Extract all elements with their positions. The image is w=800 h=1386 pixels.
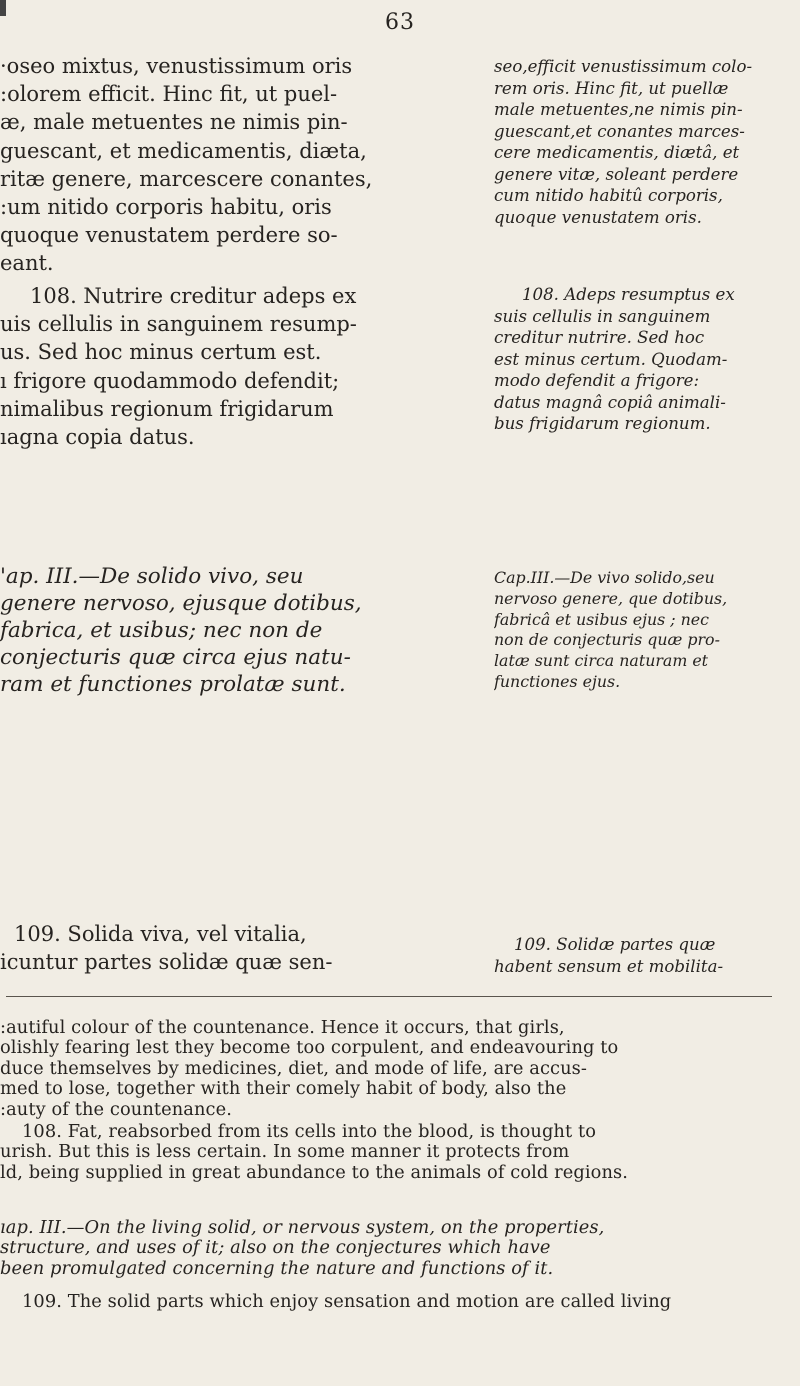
text-line: quoque venustatem perdere so- bbox=[0, 223, 338, 248]
text-line: fabricâ et usibus ejus ; nec bbox=[494, 609, 709, 629]
text-line: modo defendit a frigore: bbox=[494, 371, 700, 390]
english-paragraph-1 bbox=[0, 1018, 786, 1120]
text-line: bus frigidarum regionum. bbox=[494, 414, 711, 433]
english-paragraph-109 bbox=[0, 1292, 786, 1312]
text-line: Cap.III.—De vivo solido,seu bbox=[494, 568, 715, 587]
latin-right-paragraph-109 bbox=[494, 934, 800, 977]
text-line: ld, being supplied in great abundance to the animals of cold regions. bbox=[0, 1162, 628, 1183]
text-line: rem oris. Hinc fit, ut puellæ bbox=[494, 78, 729, 98]
text-line: suis cellulis in sanguinem bbox=[494, 306, 711, 326]
text-line: 109. Solida viva, vel vitalia, bbox=[14, 922, 307, 946]
text-line: 'ap. III.—De solido vivo, seu bbox=[0, 564, 304, 589]
latin-left-paragraph-109 bbox=[0, 920, 468, 976]
divider-rule bbox=[6, 996, 772, 997]
text-line: nervoso genere, que dotibus, bbox=[494, 588, 728, 608]
text-line: functiones ejus. bbox=[494, 671, 621, 691]
text-line: ıagna copia datus. bbox=[0, 425, 195, 450]
text-line: us. Sed hoc minus certum est. bbox=[0, 340, 322, 365]
text-line: 108. Adeps resumptus ex bbox=[522, 285, 735, 304]
text-line: 109. The solid parts which enjoy sensation and motion are called living bbox=[22, 1292, 672, 1312]
latin-right-paragraph-1 bbox=[494, 56, 800, 228]
text-line: latæ sunt circa naturam et bbox=[494, 651, 709, 671]
text-line: urish. But this is less certain. In some manner it protects from bbox=[0, 1142, 570, 1163]
latin-right-chapter-heading bbox=[494, 568, 800, 693]
text-line: olishly fearing lest they become too corpulent, and endeavouring to bbox=[0, 1038, 619, 1059]
text-line: :autiful colour of the countenance. Hence it occurs, that girls, bbox=[0, 1018, 565, 1038]
text-line: 109. Solidæ partes quæ bbox=[514, 935, 716, 954]
text-line: :olorem efficit. Hinc fit, ut puel- bbox=[0, 82, 338, 107]
text-line: icuntur partes solidæ quæ sen- bbox=[0, 950, 333, 975]
text-line: cere medicamentis, diætâ, et bbox=[494, 143, 740, 162]
latin-right-paragraph-108 bbox=[494, 284, 800, 435]
page-number: 63 bbox=[385, 10, 415, 35]
text-line: duce themselves by medicines, diet, and mode of life, are accus- bbox=[0, 1058, 587, 1079]
text-line: 108. Fat, reabsorbed from its cells into the blood, is thought to bbox=[22, 1122, 597, 1142]
text-line: uis cellulis in sanguinem resump- bbox=[0, 312, 357, 337]
text-line: conjecturis quæ circa ejus natu- bbox=[0, 645, 351, 670]
text-line: ram et functiones prolatæ sunt. bbox=[0, 672, 346, 697]
text-line: non de conjecturis quæ pro- bbox=[494, 630, 720, 650]
text-line: ·oseo mixtus, venustissimum oris bbox=[0, 54, 353, 78]
text-line: seo,efficit venustissimum colo- bbox=[494, 57, 753, 76]
text-line: æ, male metuentes ne nimis pin- bbox=[0, 110, 348, 135]
text-line: :um nitido corporis habitu, oris bbox=[0, 195, 332, 220]
text-line: been promulgated concerning the nature and functions of it. bbox=[0, 1258, 554, 1279]
text-line: male metuentes,ne nimis pin- bbox=[494, 100, 743, 119]
text-line: est minus certum. Quodam- bbox=[494, 349, 728, 369]
text-line: ritæ genere, marcescere conantes, bbox=[0, 166, 373, 191]
corner-mark bbox=[0, 0, 6, 16]
latin-left-chapter-heading bbox=[0, 563, 468, 698]
text-line: guescant,et conantes marces- bbox=[494, 121, 745, 141]
text-line: fabrica, et usibus; nec non de bbox=[0, 618, 323, 643]
text-line: creditur nutrire. Sed hoc bbox=[494, 328, 705, 347]
text-line: ı frigore quodammodo defendit; bbox=[0, 368, 340, 393]
text-line: 108. Nutrire creditur adeps ex bbox=[30, 284, 357, 308]
text-line: ıap. III.—On the living solid, or nervous system, on the properties, bbox=[0, 1218, 605, 1238]
text-line: structure, and uses of it; also on the conjectures which have bbox=[0, 1238, 551, 1259]
latin-left-paragraph-108 bbox=[0, 282, 468, 451]
text-line: habent sensum et mobilita- bbox=[494, 956, 724, 976]
text-line: datus magnâ copiâ animali- bbox=[494, 392, 726, 412]
text-line: nimalibus regionum frigidarum bbox=[0, 396, 334, 421]
text-line: eant. bbox=[0, 251, 54, 276]
latin-left-paragraph-1 bbox=[0, 52, 468, 278]
text-line: genere nervoso, ejusque dotibus, bbox=[0, 591, 362, 616]
english-paragraph-108 bbox=[0, 1122, 786, 1183]
text-line: genere vitæ, soleant perdere bbox=[494, 164, 739, 184]
text-line: :auty of the countenance. bbox=[0, 1099, 232, 1120]
text-line: guescant, et medicamentis, diæta, bbox=[0, 138, 367, 163]
text-line: quoque venustatem oris. bbox=[494, 207, 702, 227]
english-chapter-heading bbox=[0, 1218, 786, 1279]
text-line: cum nitido habitû corporis, bbox=[494, 186, 723, 205]
text-line: med to lose, together with their comely habit of body, also the bbox=[0, 1079, 567, 1100]
